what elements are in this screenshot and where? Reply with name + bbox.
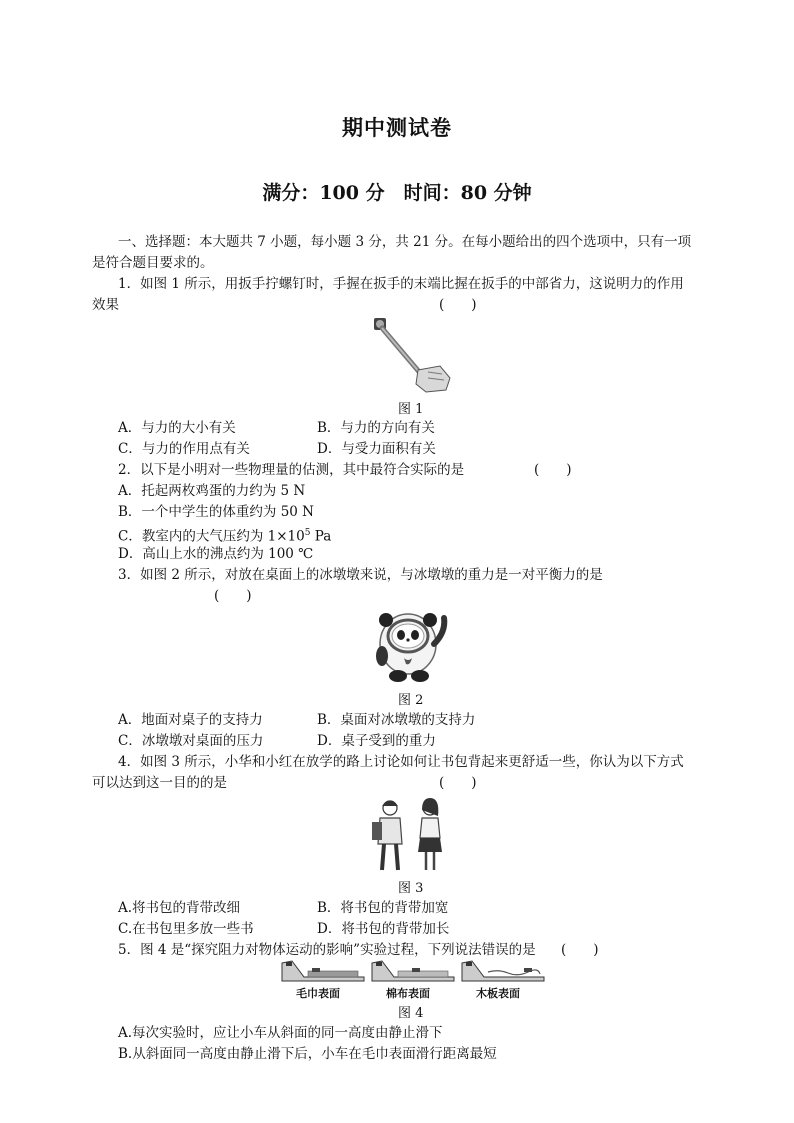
q2-stem: 2．以下是小明对一些物理量的估测，其中最符合实际的是 (118, 462, 465, 478)
q1-option-c: C．与力的作用点有关 (118, 441, 250, 457)
q3-option-c: C．冰墩墩对桌面的压力 (118, 733, 264, 749)
q1-option-b: B．与力的方向有关 (317, 420, 435, 436)
q2-option-a: A．托起两枚鸡蛋的力约为 5 N (118, 483, 306, 499)
section-intro-line2: 是符合题目要求的。 (92, 255, 214, 271)
incline-cotton (372, 961, 454, 981)
q2-option-b: B．一个中学生的体重约为 50 N (118, 504, 314, 520)
q3-option-a: A．地面对桌子的支持力 (118, 712, 263, 728)
q1-stem-line2: 效果 (92, 297, 119, 313)
figure1-caption: 图 1 (398, 402, 424, 417)
figure2-caption: 图 2 (398, 693, 424, 708)
figure3-caption: 图 3 (398, 881, 424, 896)
q1-option-d: D．与受力面积有关 (317, 441, 436, 457)
q2-option-c (118, 523, 331, 547)
q2-option-c-exponent: 5 (304, 528, 311, 538)
q5-stem: 5．图 4 是“探究阻力对物体运动的影响”实验过程，下列说法错误的是 (118, 942, 536, 958)
q5-option-b: B.从斜面同一高度由静止滑下后，小车在毛巾表面滑行距离最短 (118, 1046, 497, 1062)
q2-option-c-text: C．教室内的大气压约为 1×10 (118, 528, 305, 545)
incline-towel (282, 961, 364, 981)
q5-option-a: A.每次实验时，应让小车从斜面的同一高度由静止滑下 (118, 1025, 443, 1041)
incline-wood (462, 961, 544, 981)
q2-option-d: D．高山上水的沸点约为 100 ℃ (118, 546, 314, 562)
section-intro-line1: 一、选择题：本大题共 7 小题，每小题 3 分，共 21 分。在每小题给出的四个选项中，只有一项 (118, 234, 692, 250)
q4-option-d: D．将书包的背带加长 (317, 921, 450, 937)
q3-option-d: D．桌子受到的重力 (317, 733, 436, 749)
q5-answer-bracket: ( ) (561, 942, 599, 958)
q4-option-a: A.将书包的背带改细 (118, 900, 241, 916)
students-figure (368, 794, 454, 874)
q4-option-b: B．将书包的背带加宽 (317, 900, 449, 916)
q2-answer-bracket: ( ) (534, 462, 572, 478)
page-subtitle: 满分：100 分 时间：80 分钟 (262, 182, 532, 204)
page-title: 期中测试卷 (342, 115, 452, 140)
q4-stem-line1: 4．如图 3 所示，小华和小红在放学的路上讨论如何让书包背起来更舒适一些，你认为以下方式 (118, 754, 684, 770)
q1-option-a: A．与力的大小有关 (118, 420, 236, 436)
q3-option-b: B．桌面对冰墩墩的支持力 (317, 712, 476, 728)
label-towel-surface: 毛巾表面 (296, 987, 340, 1000)
q1-stem-line1: 1．如图 1 所示，用扳手拧螺钉时，手握在扳手的末端比握在扳手的中部省力，这说明力的作用 (118, 276, 684, 292)
q3-stem: 3．如图 2 所示，对放在桌面上的冰墩墩来说，与冰墩墩的重力是一对平衡力的是 (118, 567, 603, 583)
q1-answer-bracket: ( ) (439, 297, 477, 313)
incline-experiment-figure (278, 959, 548, 983)
wrench-figure (366, 314, 456, 394)
label-wood-surface: 木板表面 (476, 987, 520, 1000)
q4-answer-bracket: ( ) (439, 775, 477, 791)
q4-option-c: C.在书包里多放一些书 (118, 921, 254, 937)
bing-dwen-dwen-figure (368, 606, 452, 686)
q3-answer-bracket: ( ) (214, 588, 252, 604)
q2-option-c-unit: Pa (310, 528, 332, 545)
figure4-caption: 图 4 (398, 1006, 424, 1021)
label-cotton-surface: 棉布表面 (386, 987, 430, 1000)
q4-stem-line2: 可以达到这一目的的是 (92, 775, 227, 791)
